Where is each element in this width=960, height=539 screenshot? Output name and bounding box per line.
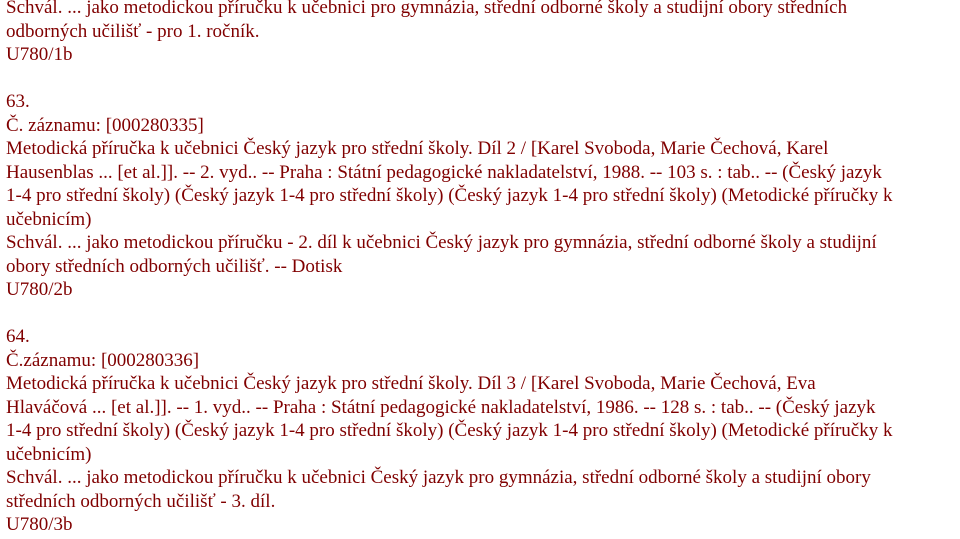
record-62-shelf-mark: U780/1b <box>6 44 73 65</box>
record-63-record-id: Č. záznamu: [000280335] <box>6 114 204 136</box>
record-63-series-line-1: 1-4 pro střední školy) (Český jazyk 1-4 pro střední školy) (Český jazyk 1-4 pro střední školy) (Metodické příručky k <box>6 185 893 206</box>
record-63-series-line-2: učebnicím) <box>6 208 92 230</box>
record-63-title-line-1: Metodická příručka k učebnici Český jazyk pro střední školy. Díl 2 / [Karel Svoboda, Marie Čechová, Karel <box>6 138 829 159</box>
record-62-approval-line-1: Schvál. ... jako metodickou příručku k učebnici pro gymnázia, střední odborné školy a studijní obory středních <box>6 0 848 18</box>
record-64-approval-line-1: Schvál. ... jako metodickou příručku k učebnici Český jazyk pro gymnázia, střední odborné školy a studijní obory <box>6 467 871 488</box>
catalog-listing <box>6 0 954 537</box>
record-64-approval-line-2: středních odborných učilišť - 3. díl. <box>6 490 276 512</box>
record-63-title-line-2: Hausenblas ... [et al.]]. -- 2. vyd.. -- Praha : Státní pedagogické nakladatelství, 1988. -- 103 s. : tab.. -- (Český jazyk <box>6 161 882 183</box>
record-64-series-line-1: 1-4 pro střední školy) (Český jazyk 1-4 pro střední školy) (Český jazyk 1-4 pro střední školy) (Metodické příručky k <box>6 420 893 441</box>
record-64-title-line-2: Hlaváčová ... [et al.]]. -- 1. vyd.. -- Praha : Státní pedagogické nakladatelství, 1986. -- 128 s. : tab.. -- (Český jazyk <box>6 396 876 418</box>
record-63-shelf-mark: U780/2b <box>6 279 73 300</box>
record-64-record-id: Č.záznamu: [000280336] <box>6 349 200 371</box>
record-64-number: 64. <box>6 326 30 347</box>
blank-line <box>6 302 954 326</box>
record-64-title-line-1: Metodická příručka k učebnici Český jazyk pro střední školy. Díl 3 / [Karel Svoboda, Marie Čechová, Eva <box>6 373 816 394</box>
record-63-approval-line-2: obory středních odborných učilišť. -- Dotisk <box>6 255 343 277</box>
record-63-approval-line-1: Schvál. ... jako metodickou příručku - 2. díl k učebnici Český jazyk pro gymnázia, střední odborné školy a studijní <box>6 232 877 253</box>
record-62-approval-line-2: odborných učilišť - pro 1. ročník. <box>6 20 260 42</box>
record-64-series-line-2: učebnicím) <box>6 443 92 465</box>
record-64-shelf-mark: U780/3b <box>6 514 73 535</box>
record-63-number: 63. <box>6 91 30 112</box>
blank-line <box>6 67 954 91</box>
